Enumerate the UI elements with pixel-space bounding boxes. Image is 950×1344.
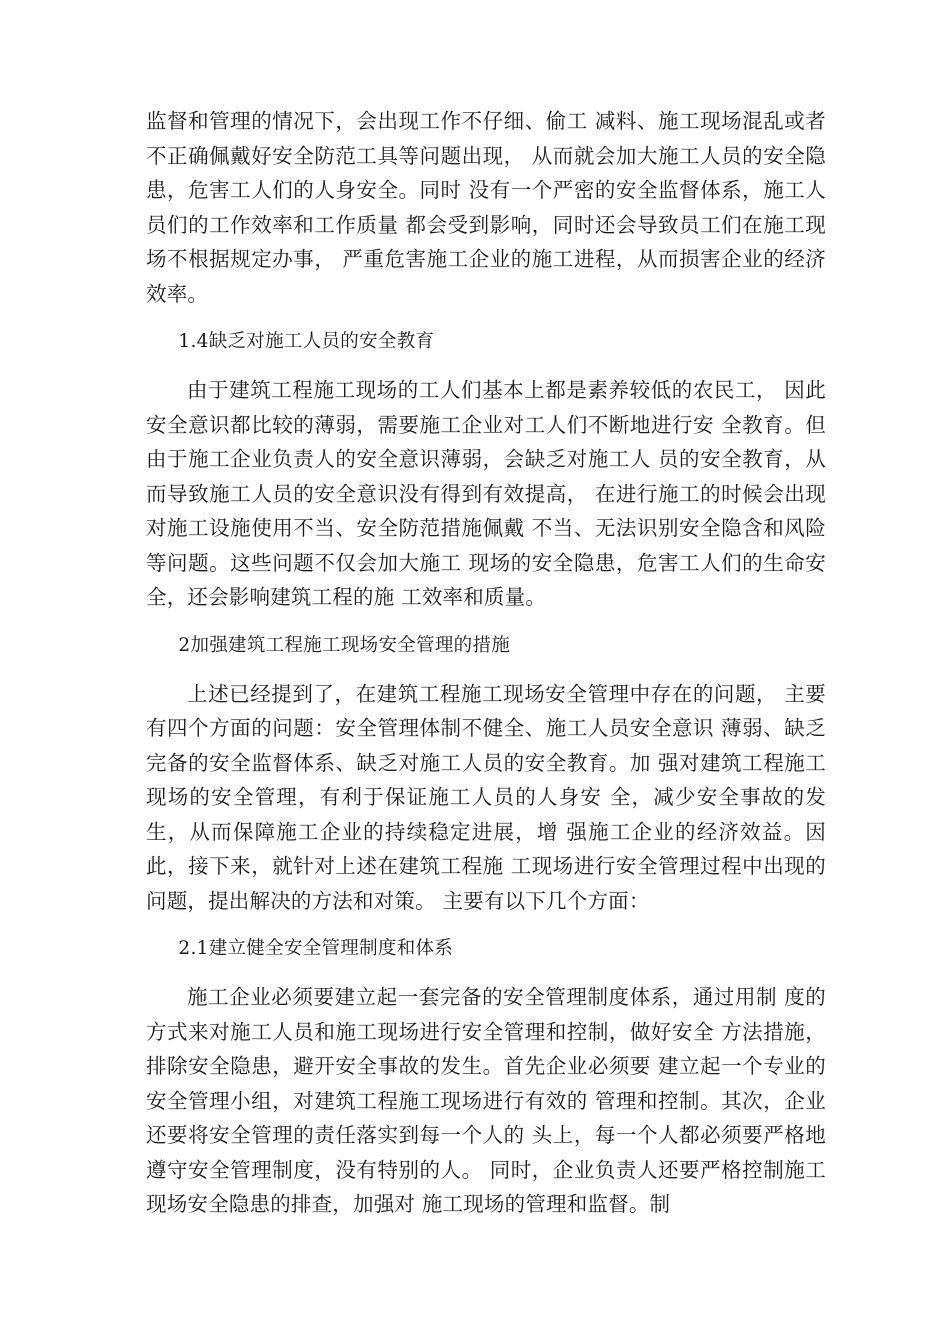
section-heading-1-4: 1.4缺乏对施工人员的安全教育: [178, 331, 435, 352]
section-heading-2-1: 2.1建立健全安全管理制度和体系: [178, 938, 454, 959]
paragraph-safety-education: 由于建筑工程施工现场的工人们基本上都是素养较低的农民工， 因此安全意识都比较的薄弱，需要施工企业对工人们不断地进行安 全教育。但由于施工企业负责人的安全意识薄弱，会缺乏对施工人 员的安全教育，从而导致施工人员的安全意识没有得到有效提高， 在进行施工的时候会出现对施工设施使用不当、安全防范措施佩戴 不当、无法识别安全隐含和风险等问题。这些问题不仅会加大施工 现场的安全隐患，危害工人们的生命安全，还会影响建筑工程的施 工效率和质量。: [146, 378, 826, 609]
document-body: [146, 104, 826, 1222]
paragraph-supervision-continued: 监督和管理的情况下，会出现工作不仔细、偷工 减料、施工现场混乱或者不正确佩戴好安全防范工具等问题出现， 从而就会加大施工人员的安全隐患，危害工人们的人身安全。同时 没有一个严密的安全监督体系，施工人员们的工作效率和工作质量 都会受到影响，同时还会导致员工们在施工现场不根据规定办事， 严重危害施工企业的施工进程，从而损害企业的经济效率。: [146, 109, 826, 306]
paragraph-measures-intro: 上述已经提到了，在建筑工程施工现场安全管理中存在的问题， 主要有四个方面的问题：安全管理体制不健全、施工人员安全意识 薄弱、缺乏完备的安全监督体系、缺乏对施工人员的安全教育。加 强对建筑工程施工现场的安全管理，有利于保证施工人员的人身安 全，减少安全事故的发生，从而保障施工企业的持续稳定进展，增 强施工企业的经济效益。因此，接下来，就针对上述在建筑工程施 工现场进行安全管理过程中出现的问题，提出解决的方法和对策。 主要有以下几个方面：: [146, 681, 826, 913]
section-heading-2: 2加强建筑工程施工现场安全管理的措施: [178, 634, 511, 656]
paragraph-management-system: 施工企业必须要建立起一套完备的安全管理制度体系，通过用制 度的方式来对施工人员和施工现场进行安全管理和控制，做好安全 方法措施，排除安全隐患，避开安全事故的发生。首先企业必须要 建立起一个专业的安全管理小组，对建筑工程施工现场进行有效的 管理和控制。其次，企业还要将安全管理的责任落实到每一个人的 头上，每一个人都必须要严格地遵守安全管理制度，没有特别的人。 同时，企业负责人还要严格控制施工现场安全隐患的排查，加强对 施工现场的管理和监督。制: [146, 985, 826, 1216]
